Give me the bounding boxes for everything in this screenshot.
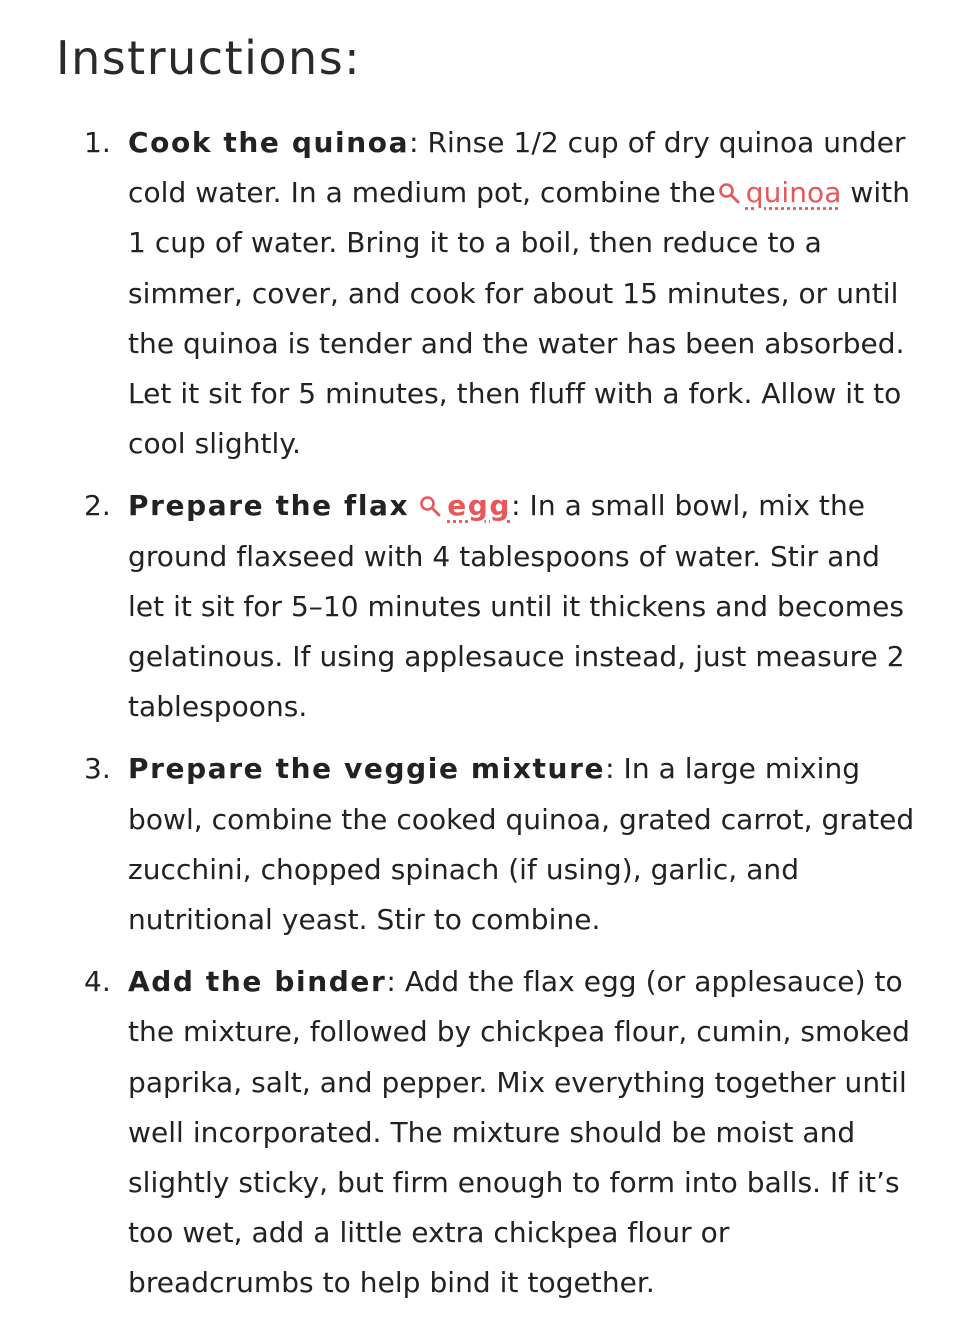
step-separator: : bbox=[386, 965, 396, 999]
step-title: Prepare the flax bbox=[128, 489, 410, 523]
step-text: with 1 cup of water. Bring it to a boil, then reduce to a simmer, cover, and cook for about 15 minutes, or until the quinoa is tender and the water has been absorbed. Let it sit for 5 minutes, then fluff with a fork. Allow it to cool slightly. bbox=[128, 176, 910, 461]
instructions-list bbox=[56, 118, 920, 1309]
keyword-link-egg[interactable]: egg bbox=[447, 489, 512, 523]
step-text: Rinse 1/2 cup of dry quinoa under cold water. In a medium pot, combine the bbox=[128, 126, 906, 210]
step-number: 2. bbox=[84, 489, 111, 523]
step-text: Add the flax egg (or applesauce) to the mixture, followed by chickpea flour, cumin, smoked paprika, salt, and pepper. Mix everything together until well incorporated. The mixture should be moist and slightly sticky, but firm enough to form into balls. If it’s too wet, add a little extra chickpea flour or breadcrumbs to help bind it together. bbox=[128, 965, 910, 1300]
step-item bbox=[56, 118, 920, 469]
step-text: In a large mixing bowl, combine the cooked quinoa, grated carrot, grated zucchini, chopped spinach (if using), garlic, and nutritional yeast. Stir to combine. bbox=[128, 752, 915, 937]
step-number: 1. bbox=[84, 126, 111, 159]
step-title: Add the binder bbox=[128, 965, 387, 999]
step-item bbox=[56, 744, 920, 945]
step-number: 4. bbox=[84, 965, 111, 999]
step-title: Prepare the veggie mixture bbox=[128, 752, 606, 786]
step-item bbox=[56, 481, 920, 732]
step-separator: : bbox=[409, 126, 419, 159]
step-separator: : bbox=[605, 752, 615, 786]
step-item bbox=[56, 957, 920, 1308]
keyword-link-quinoa[interactable]: quinoa bbox=[745, 176, 842, 210]
step-separator: : bbox=[511, 489, 521, 523]
search-icon[interactable] bbox=[419, 495, 441, 517]
search-icon[interactable] bbox=[718, 182, 740, 204]
step-number: 3. bbox=[84, 752, 111, 786]
step-text: In a small bowl, mix the ground flaxseed with 4 tablespoons of water. Stir and let it sit for 5–10 minutes until it thickens and becomes gelatinous. If using applesauce instead, just measure 2 tablespoons. bbox=[128, 489, 905, 724]
instructions-heading: Instructions: bbox=[56, 31, 362, 85]
step-title: Cook the quinoa bbox=[128, 126, 410, 159]
